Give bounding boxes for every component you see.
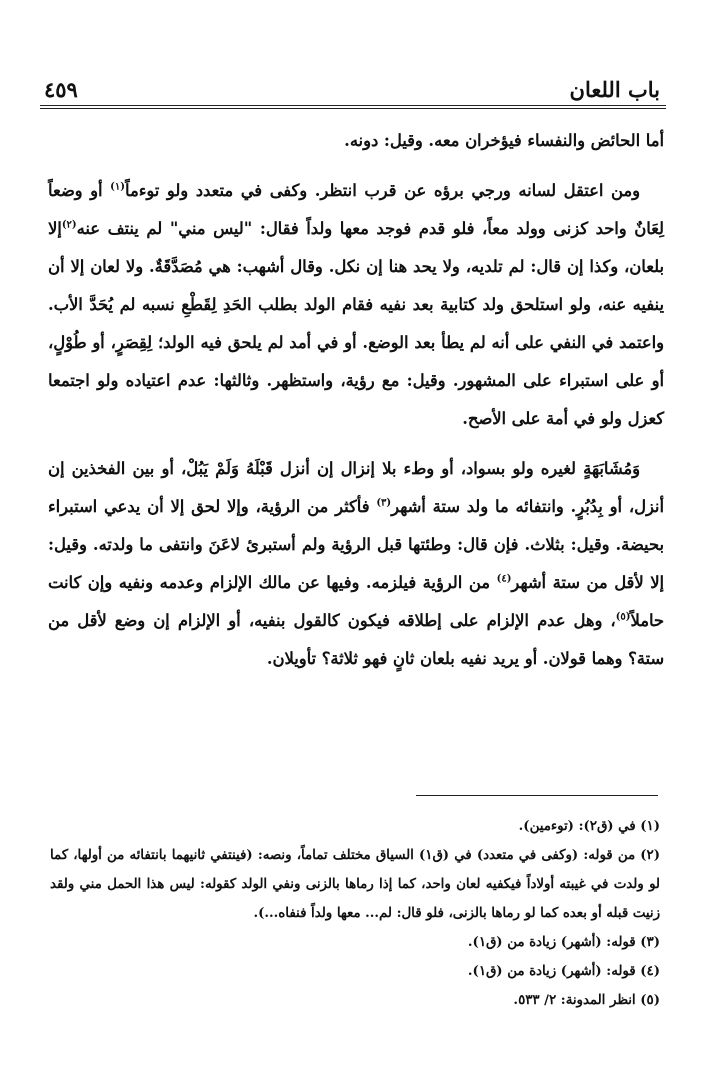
footnote-3: (٣) قوله: (أشهر) زيادة من (ق١). [467,935,660,950]
paragraph-1: أما الحائض والنفساء فيؤخران معه. وقيل: دونه. [344,131,664,150]
note-ref-2: (٢) [61,219,77,231]
footnote-divider [416,795,658,796]
page-header [44,62,660,102]
paragraph-2-part-2: أو وضعاً لِعَانٌ واحد كزنى وولد معاً، فلو قدم فوجد معها ولداً فقال: "ليس مني" لم ينتف عنه [48,181,664,238]
footnote-1: (١) في (ق٢): (توءمين). [518,819,660,834]
note-ref-4: (٤) [496,573,512,585]
paragraph-3 [48,450,664,678]
paragraph-2-part-1: ومن اعتقل لسانه ورجي برؤه عن قرب انتظر. وكفى في متعدد ولو توءماً [125,181,641,200]
paragraph-3-part-3: من الرؤية فيلزمه. وفيها عن مالك الإلزام وعدمه ونفيه وإن كانت حاملاً [48,573,664,630]
paragraph-2 [48,172,664,438]
footnotes [50,812,660,1015]
main-text [48,122,664,678]
note-ref-3: (٣) [376,497,392,509]
chapter-title: باب اللعان [569,77,660,102]
paragraph-3-part-4: ، وهل عدم الإلزام على إطلاقه فيكون كالقول بنفيه، أو الإلزام إن وضع لأقل من ستة؟ وهما قولان. أو يريد نفيه بلعان ثانٍ فهو ثلاثة؟ تأويلان. [48,611,664,668]
header-divider [40,105,666,109]
paragraph-3-part-2: فأكثر من الرؤية، وإلا لحق إلا أن يدعي استبراء بحيضة. وقيل: بثلاث. فإن قال: وطئتها قبل الرؤية ولم أستبرئ لاعَنَ وانتفى ما ولدته. وقيل: إلا لأقل من ستة أشهر [48,497,665,592]
page-number: ٤٥٩ [44,77,78,102]
paragraph-2-part-3: إلا بلعان، وكذا إن قال: لم تلديه، ولا يحد هنا إن نكل. وقال أشهب: هي مُصَدَّقَةٌ. ولا لعان إلا أن ينفيه عنه، ولو استلحق ولد كتابية بعد نفيه فقام الولد بطلب الحَدِ لِقَطْعِ نسبه لم يُحَدَّ الأب. واعتمد في النفي على أنه لم يطأ بعد الوضع. أو في أمد لم يلحق فيه الولد؛ لِقِصَرٍ، أو طُوْلٍ، أو على استبراء على المشهور. وقيل: مع رؤية، واستظهر. وثالثها: عدم اعتياده ولو اجتمعا كعزل ولو في أمة على الأصح. [48,219,664,428]
note-ref-1: (١) [110,181,126,193]
note-ref-5: (٥) [615,611,631,623]
footnote-2: (٢) من قوله: (وكفى في متعدد) في (ق١) السياق مختلف تماماً، ونصه: (فينتفي ثانيهما بانتفائه من أولها، كما لو ولدت في غيبته أولاداً فيكفيه لعان واحد، كما إذا رماها بالزنى ونفي الولد كقوله: ليس هذا الحمل مني ولقد زنيت قبله أو بعده كما لو رماها بالزنى، فلو قال: لم... معها ولداً فنفاه...). [50,848,660,921]
paragraph-3-part-1: وَمُشَابَهَةٍ لغيره ولو بسواد، أو وطء بلا إنزال إن أنزل قَبْلَهُ وَلَمْ يَبُلْ، أو بين الفخذين إن أنزل، أو بِدُبُرٍ. وانتفائه ما ولد ستة أشهر [48,459,664,516]
footnote-4: (٤) قوله: (أشهر) زيادة من (ق١). [467,964,660,979]
footnote-5: (٥) انظر المدونة: ٢/ ٥٣٣. [513,993,660,1008]
